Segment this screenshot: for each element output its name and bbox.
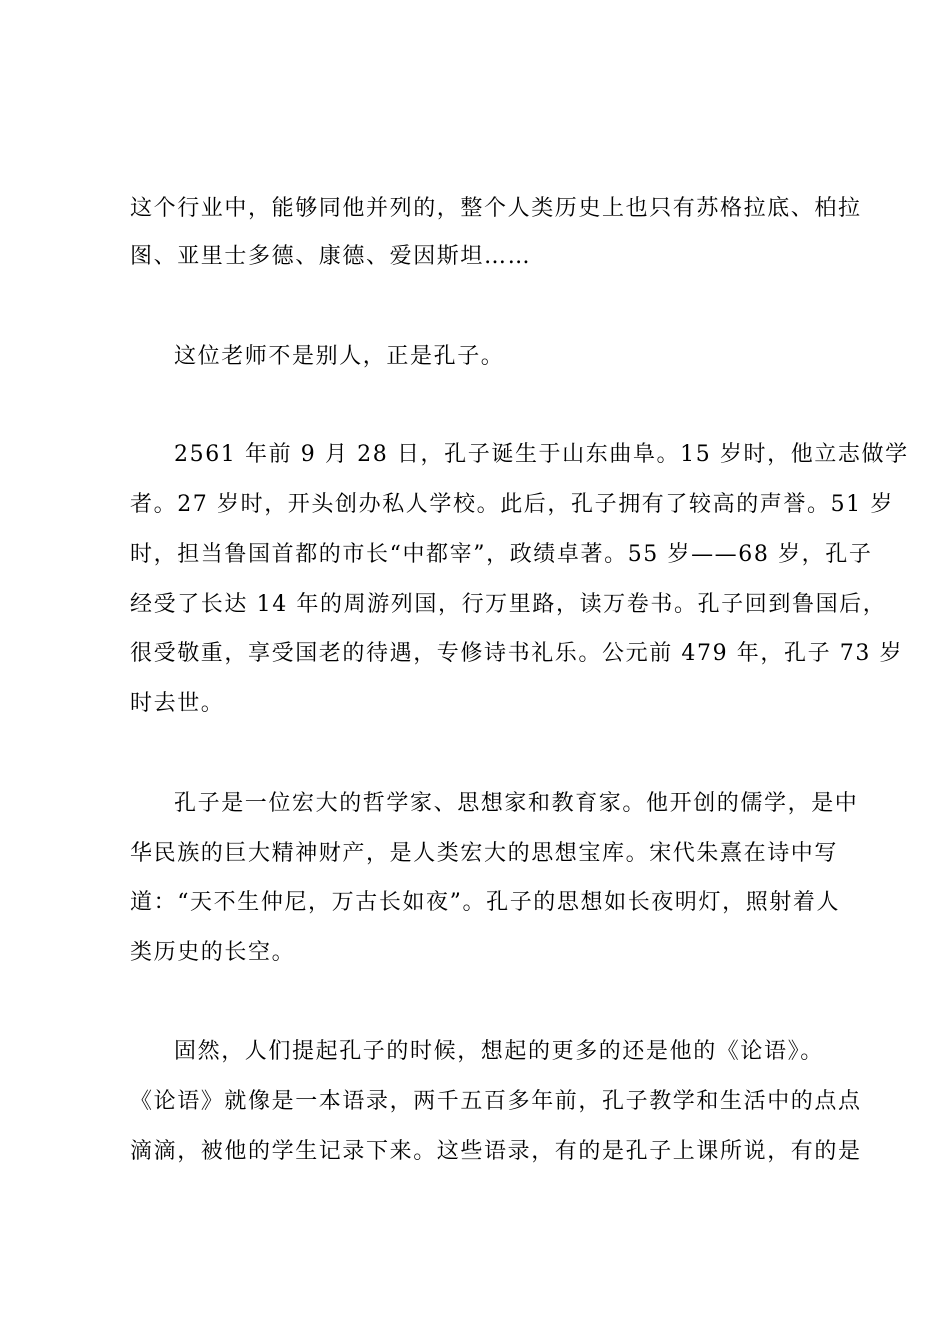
paragraph-1-line-2: 图、亚里士多德、康德、爱因斯坦…… [130, 244, 532, 269]
paragraph-4-line-2: 华民族的巨大精神财产，是人类宏大的思想宝库。宋代朱熹在诗中写 [130, 841, 839, 866]
paragraph-1-line-1: 这个行业中，能够同他并列的，整个人类历史上也只有苏格拉底、柏拉 [130, 196, 862, 221]
paragraph-2-line-1: 这位老师不是别人，正是孔子。 [174, 344, 505, 369]
paragraph-5-line-3: 滴滴，被他的学生记录下来。这些语录，有的是孔子上课所说，有的是 [130, 1139, 862, 1164]
paragraph-5-line-1: 固然，人们提起孔子的时候，想起的更多的还是他的《论语》。 [174, 1039, 824, 1064]
paragraph-3-line-5: 很受敬重，享受国老的待遇，专修诗书礼乐。公元前 479 年，孔子 73 岁 [130, 641, 904, 666]
paragraph-3-line-3: 时，担当鲁国首都的市长“中都宰”，政绩卓著。55 岁——68 岁，孔子 [130, 542, 873, 567]
paragraph-5-line-2: 《论语》就像是一本语录，两千五百多年前，孔子教学和生活中的点点 [130, 1089, 862, 1114]
paragraph-3-line-2: 者。27 岁时，开头创办私人学校。此后，孔子拥有了较高的声誉。51 岁 [130, 492, 894, 517]
paragraph-4-line-3: 道：“天不生仲尼，万古长如夜”。孔子的思想如长夜明灯，照射着人 [130, 890, 841, 915]
paragraph-3-line-4: 经受了长达 14 年的周游列国，行万里路，读万卷书。孔子回到鲁国后， [130, 592, 887, 617]
paragraph-3-line-1: 2561 年前 9 月 28 日，孔子诞生于山东曲阜。15 岁时，他立志做学 [174, 442, 909, 467]
paragraph-3-line-6: 时去世。 [130, 691, 225, 716]
paragraph-4-line-4: 类历史的长空。 [130, 940, 296, 965]
paragraph-4-line-1: 孔子是一位宏大的哲学家、思想家和教育家。他开创的儒学，是中 [174, 791, 859, 816]
